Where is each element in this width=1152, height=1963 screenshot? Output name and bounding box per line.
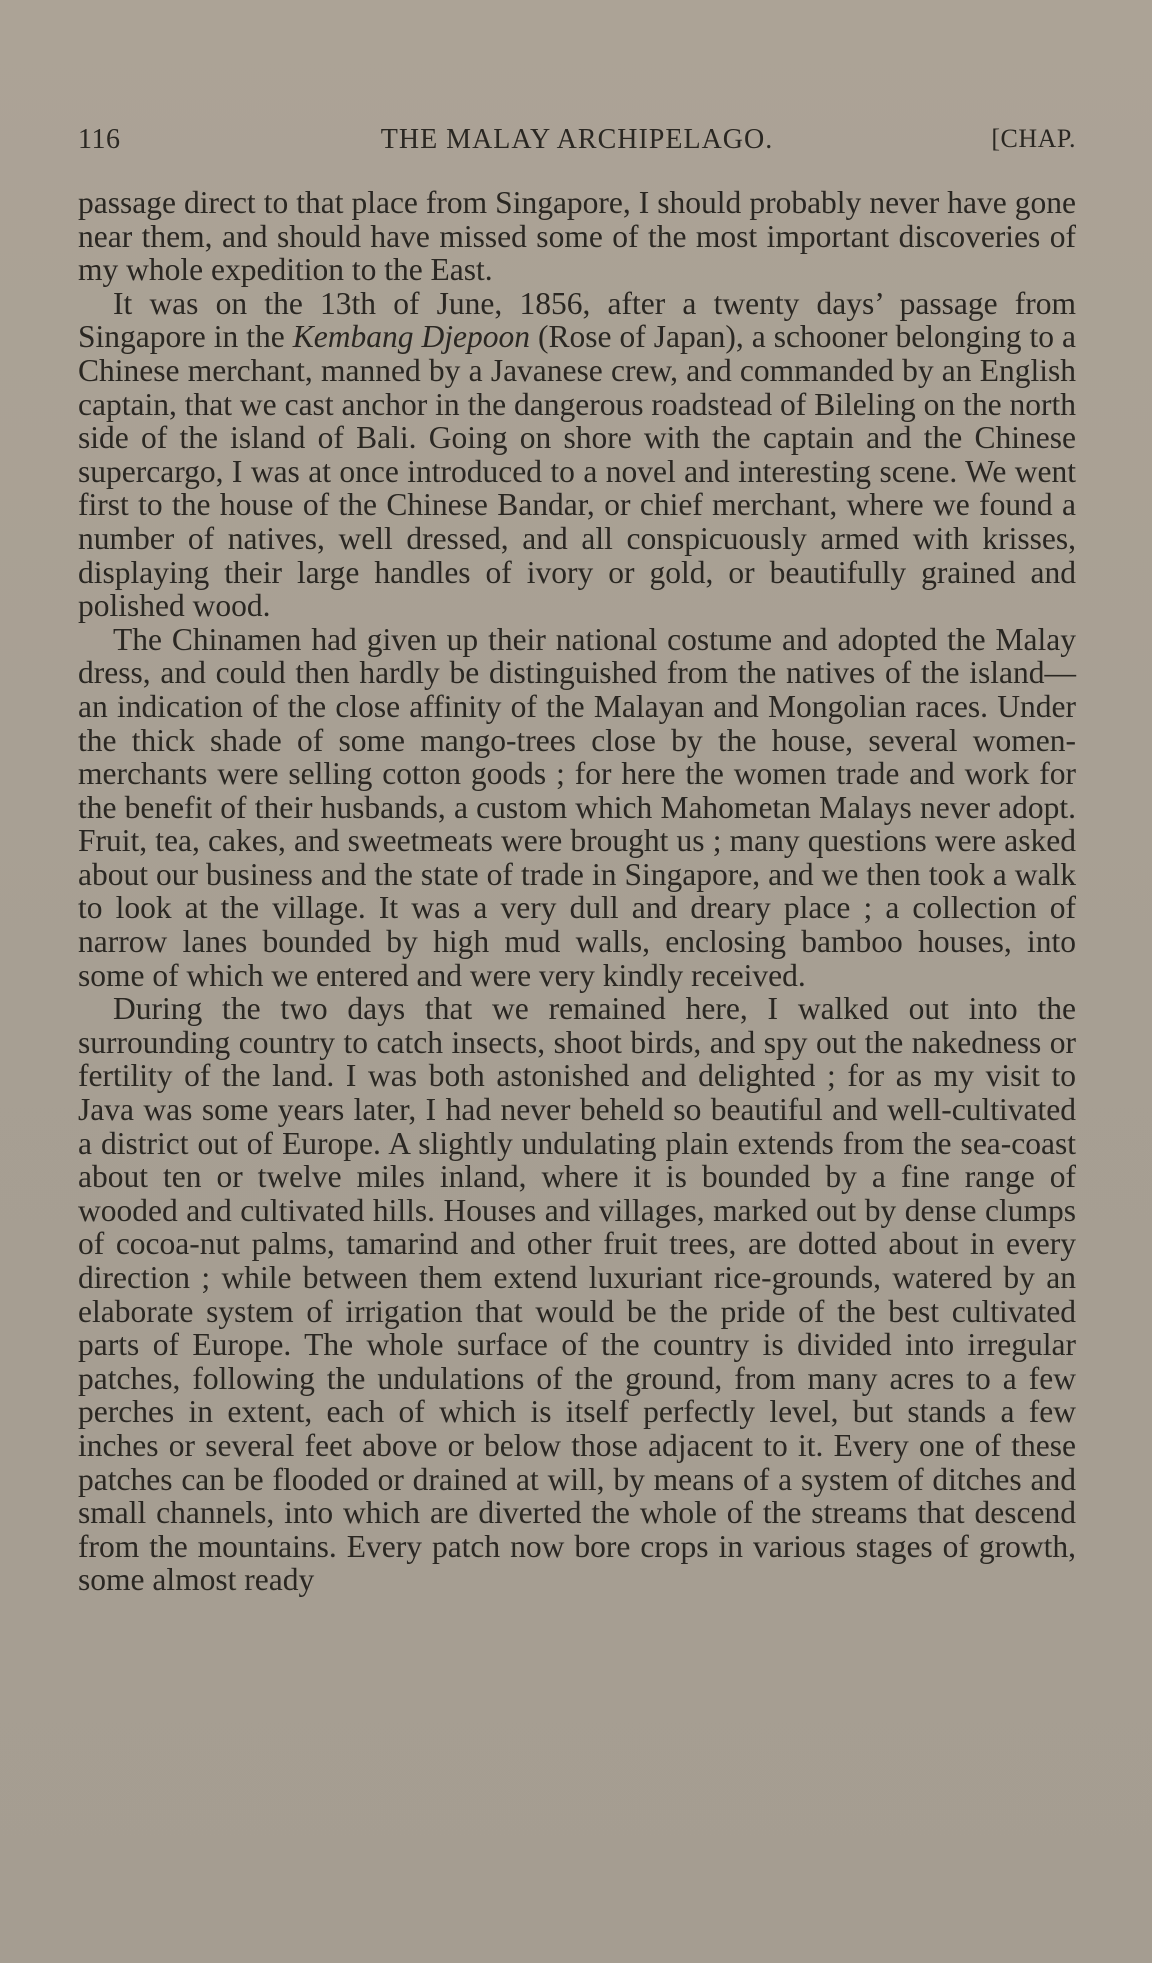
paragraph-text-before-ship-name: It was on the 13th of June, 1856, after a twenty days’ passage from Singapore in the bbox=[78, 285, 1076, 355]
paragraph-arrival-bali bbox=[78, 287, 1076, 623]
paragraph-text-after-ship-name: (Rose of Japan), a schooner belonging to a Chinese merchant, manned by a Javanese crew, and commanded by an English captain, that we cast anchor in the dangerous roadstead of Bileling on the north side of the island of Bali. Going on shore with the captain and the Chinese supercargo, I was at once introduced to a novel and interesting scene. We went first to the house of the Chinese Bandar, or chief merchant, where we found a number of natives, well dressed, and all conspicuously armed with krisses, displaying their large handles of ivory or gold, or beautifully grained and polished wood. bbox=[78, 319, 1076, 624]
paragraph-continuation: passage direct to that place from Singapore, I should probably never have gone near them, and should have missed some of the most important discoveries of my whole expedition to the East. bbox=[78, 185, 1076, 288]
ship-name: Kembang Djepoon bbox=[292, 319, 530, 355]
paragraph-countryside: During the two days that we remained here, I walked out into the surrounding country to catch insects, shoot birds, and spy out the nakedness or fertility of the land. I was both astonished and delighted ; for as my visit to Java was some years later, I had never beheld so beautiful and well-cultivated a district out of Europe. A slightly undulating plain extends from the sea-coast about ten or twelve miles inland, where it is bounded by a fine range of wooded and cultivated hills. Houses and villages, marked out by dense clumps of cocoa-nut palms, tamarind and other fruit trees, are dotted about in every direction ; while between them extend luxuriant rice-grounds, watered by an elaborate system of irrigation that would be the pride of the best cultivated parts of Europe. The whole surface of the country is divided into irregular patches, following the undulations of the ground, from many acres to a few perches in extent, each of which is itself perfectly level, but stands a few inches or several feet above or below those adjacent to it. Every one of these patches can be flooded or drained at will, by means of a system of ditches and small channels, into which are diverted the whole of the streams that descend from the mountains. Every patch now bore crops in various stages of growth, some almost ready bbox=[78, 991, 1076, 1598]
page-header bbox=[78, 124, 1076, 164]
page-number: 116 bbox=[78, 124, 121, 155]
running-title: THE MALAY ARCHIPELAGO. bbox=[380, 124, 774, 155]
chapter-mark: [CHAP. bbox=[991, 124, 1076, 153]
paragraph-chinamen: The Chinamen had given up their national costume and adopted the Malay dress, and could then hardly be distinguished from the natives of the island—an indication of the close affinity of the Malayan and Mongolian races. Under the thick shade of some mango-trees close by the house, several women-merchants were selling cotton goods ; for here the women trade and work for the benefit of their husbands, a custom which Mahometan Malays never adopt. Fruit, tea, cakes, and sweetmeats were brought us ; many questions were asked about our business and the state of trade in Singapore, and we then took a walk to look at the village. It was a very dull and dreary place ; a collection of narrow lanes bounded by high mud walls, enclosing bamboo houses, into some of which we entered and were very kindly received. bbox=[78, 621, 1076, 993]
body-text bbox=[78, 186, 1076, 1597]
